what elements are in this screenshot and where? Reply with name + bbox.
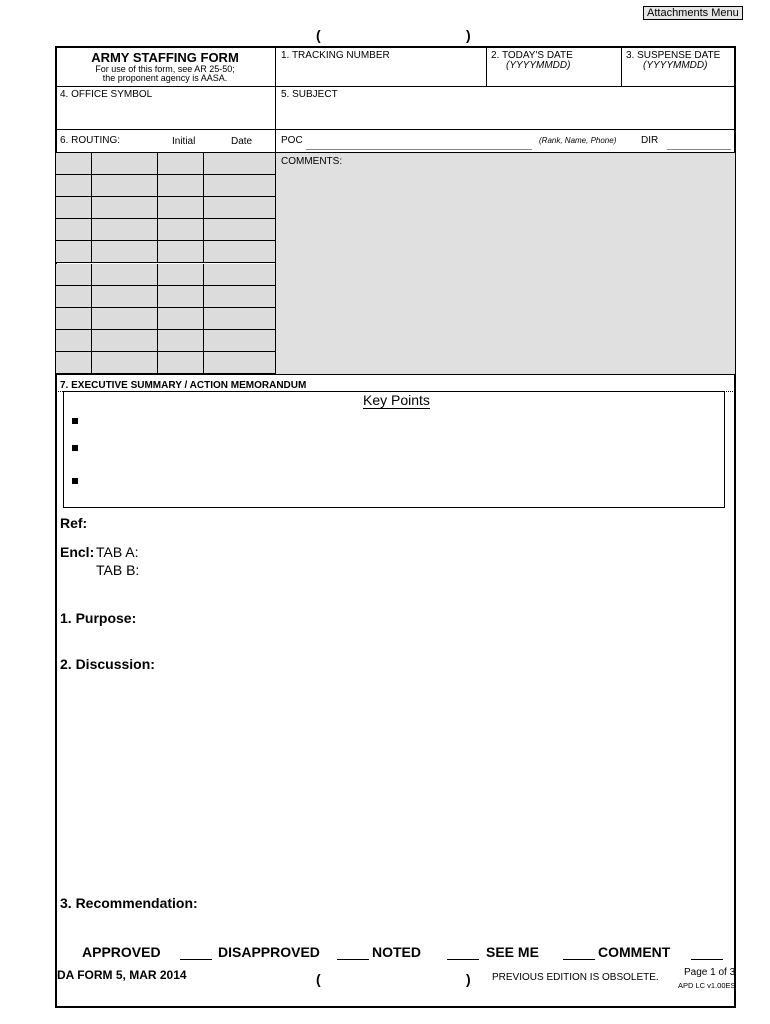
routing-initial-cell[interactable] (158, 219, 204, 241)
routing-date-label: Date (231, 136, 253, 147)
routing-name-cell[interactable] (92, 330, 158, 352)
routing-office-cell[interactable] (56, 153, 92, 175)
routing-initial-cell[interactable] (158, 264, 204, 286)
key-point-field-1[interactable] (86, 413, 718, 429)
tab-b-label: TAB B: (96, 562, 140, 578)
form-id: DA FORM 5, MAR 2014 (57, 968, 187, 982)
form-use-line-2: the proponent agency is AASA. (102, 73, 228, 83)
routing-initial-cell[interactable] (158, 241, 204, 263)
subject-label: 5. SUBJECT (281, 89, 338, 100)
routing-name-cell[interactable] (92, 286, 158, 308)
routing-name-cell[interactable] (92, 352, 158, 374)
routing-label: 6. ROUTING: (60, 135, 121, 146)
routing-office-cell[interactable] (56, 219, 92, 241)
routing-initial-cell[interactable] (158, 330, 204, 352)
routing-office-cell[interactable] (56, 308, 92, 330)
routing-initial-label: Initial (172, 136, 196, 147)
poc-field[interactable] (306, 134, 532, 150)
tab-b-field[interactable] (146, 561, 728, 578)
ref-label: Ref: (60, 515, 88, 531)
todays-date-label: 2. TODAY'S DATE (491, 50, 573, 61)
key-point-bullet-1 (72, 418, 78, 424)
key-point-bullet-3 (72, 478, 78, 484)
poc-label: POC (281, 135, 303, 146)
form-use-line-1: For use of this form, see AR 25-50; (95, 64, 235, 74)
attachments-menu-button[interactable]: Attachments Menu (643, 6, 743, 20)
office-symbol-field[interactable] (59, 101, 271, 127)
obsolete-notice: PREVIOUS EDITION IS OBSOLETE. (492, 972, 659, 983)
routing-name-cell[interactable] (92, 197, 158, 219)
encl-label: Encl: (60, 544, 95, 560)
routing-date-cell[interactable] (204, 219, 276, 241)
routing-date-cell[interactable] (204, 241, 276, 263)
todays-date-field[interactable] (490, 72, 618, 84)
tab-a-field[interactable] (146, 543, 728, 560)
header-paren-close: ) (466, 27, 471, 43)
routing-initial-cell[interactable] (158, 286, 204, 308)
routing-office-cell[interactable] (56, 241, 92, 263)
disapproved-blank[interactable] (337, 959, 369, 960)
tracking-number-field[interactable] (280, 62, 482, 84)
routing-date-cell[interactable] (204, 330, 276, 352)
disapproved-label: DISAPPROVED (218, 944, 320, 960)
routing-office-cell[interactable] (56, 352, 92, 374)
tab-a-label: TAB A: (96, 544, 139, 560)
page-info: Page 1 of 3 (684, 967, 736, 978)
form-title: ARMY STAFFING FORM (91, 50, 239, 65)
noted-blank[interactable] (447, 959, 479, 960)
routing-name-cell[interactable] (92, 175, 158, 197)
subject-field[interactable] (280, 101, 732, 127)
key-point-bullet-2 (72, 445, 78, 451)
routing-name-cell[interactable] (92, 264, 158, 286)
key-points-label: Key Points (363, 392, 430, 408)
header-paren-open: ( (316, 27, 321, 43)
footer-paren-close: ) (466, 971, 471, 987)
routing-name-cell[interactable] (92, 308, 158, 330)
routing-office-cell[interactable] (56, 264, 92, 286)
key-point-field-2[interactable] (86, 440, 718, 456)
purpose-label: 1. Purpose: (60, 610, 137, 626)
routing-date-cell[interactable] (204, 175, 276, 197)
dir-label: DIR (641, 135, 659, 146)
routing-date-cell[interactable] (204, 308, 276, 330)
routing-date-cell[interactable] (204, 264, 276, 286)
see-me-blank[interactable] (563, 959, 595, 960)
recommendation-field[interactable] (210, 894, 728, 934)
classification-bottom-field[interactable] (326, 971, 464, 987)
dir-field[interactable] (667, 134, 731, 150)
classification-top-field[interactable] (326, 27, 464, 43)
poc-hint: (Rank, Name, Phone) (539, 136, 617, 145)
suspense-date-label: 3. SUSPENSE DATE (626, 50, 721, 61)
footer-paren-open: ( (316, 971, 321, 987)
routing-date-cell[interactable] (204, 352, 276, 374)
comment-label: COMMENT (598, 944, 671, 960)
routing-date-cell[interactable] (204, 197, 276, 219)
routing-name-cell[interactable] (92, 219, 158, 241)
ref-field[interactable] (92, 514, 728, 532)
suspense-date-format: (YYYYMMDD) (643, 60, 708, 71)
routing-initial-cell[interactable] (158, 175, 204, 197)
routing-date-cell[interactable] (204, 286, 276, 308)
routing-initial-cell[interactable] (158, 197, 204, 219)
todays-date-format: (YYYYMMDD) (506, 60, 571, 71)
purpose-field[interactable] (146, 608, 728, 642)
comments-label: COMMENTS: (281, 156, 343, 167)
approved-blank[interactable] (180, 959, 212, 960)
routing-initial-cell[interactable] (158, 153, 204, 175)
routing-office-cell[interactable] (56, 330, 92, 352)
discussion-field[interactable] (60, 676, 728, 892)
office-symbol-label: 4. OFFICE SYMBOL (60, 89, 153, 100)
discussion-label: 2. Discussion: (60, 656, 155, 672)
routing-initial-cell[interactable] (158, 352, 204, 374)
approved-label: APPROVED (82, 944, 161, 960)
tracking-number-label: 1. TRACKING NUMBER (281, 50, 390, 61)
routing-name-cell[interactable] (92, 241, 158, 263)
routing-office-cell[interactable] (56, 286, 92, 308)
routing-initial-cell[interactable] (158, 308, 204, 330)
routing-office-cell[interactable] (56, 175, 92, 197)
executive-summary-label: 7. EXECUTIVE SUMMARY / ACTION MEMORANDUM (60, 380, 307, 391)
noted-label: NOTED (372, 944, 421, 960)
routing-office-cell[interactable] (56, 197, 92, 219)
recommendation-label: 3. Recommendation: (60, 895, 198, 911)
comments-area[interactable] (276, 153, 735, 374)
see-me-label: SEE ME (486, 944, 539, 960)
comment-blank[interactable] (691, 959, 723, 960)
routing-name-cell[interactable] (92, 153, 158, 175)
version-label: APD LC v1.00ES (678, 981, 736, 990)
suspense-date-field[interactable] (625, 72, 733, 84)
routing-date-cell[interactable] (204, 153, 276, 175)
key-point-field-3[interactable] (86, 473, 718, 489)
